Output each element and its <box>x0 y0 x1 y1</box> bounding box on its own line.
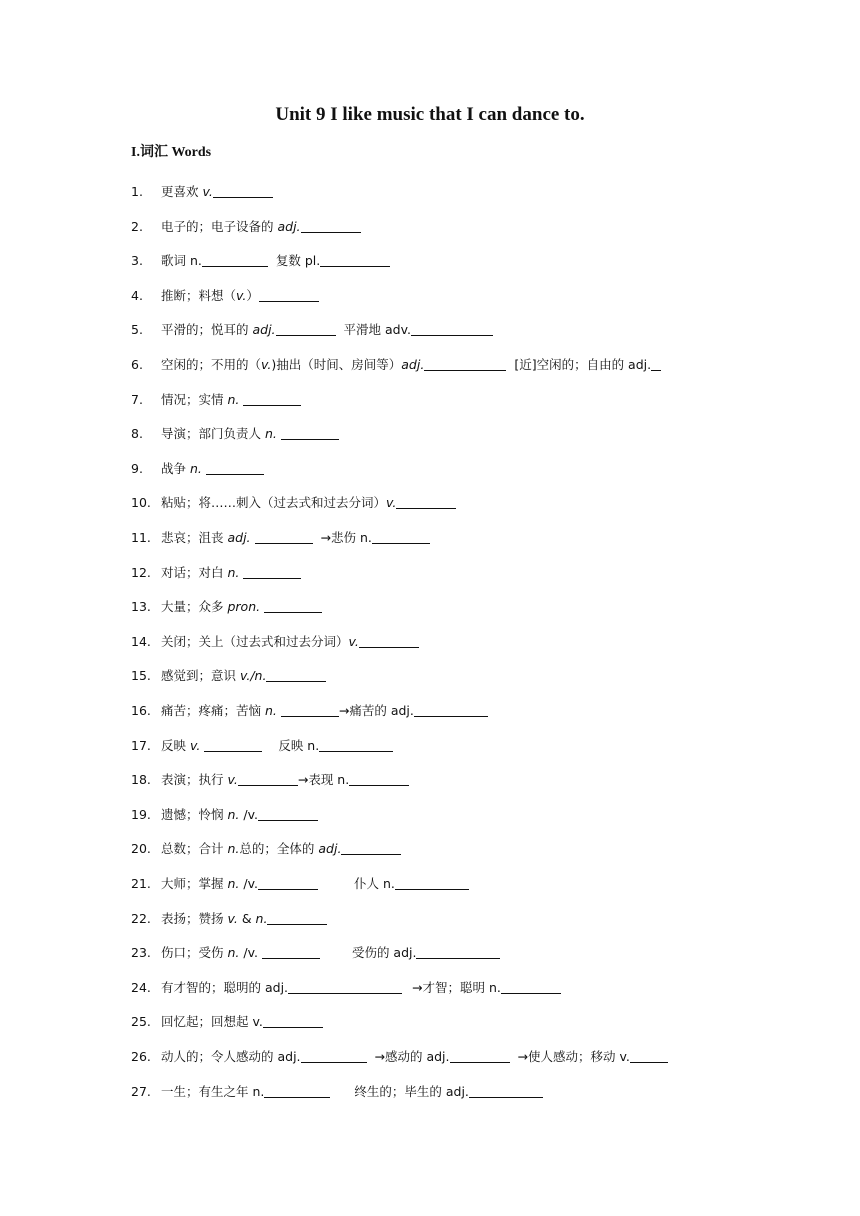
part-of-speech: n. <box>189 460 202 476</box>
vocab-item <box>131 563 301 583</box>
answer-blank[interactable] <box>396 494 456 509</box>
item-text: 反映 n. <box>278 737 320 753</box>
item-text: →感动的 adj. <box>374 1049 450 1064</box>
item-text: 大师；掌握 <box>161 876 228 891</box>
item-text: 表演；执行 <box>161 772 228 788</box>
answer-blank[interactable] <box>202 252 268 267</box>
answer-blank[interactable] <box>372 529 430 544</box>
answer-blank[interactable] <box>262 944 320 959</box>
item-text: 电子的；电子设备的 <box>161 218 278 234</box>
item-number: 8. <box>131 426 143 442</box>
part-of-speech: n. <box>227 841 240 857</box>
item-number: 7. <box>131 391 143 407</box>
item-number: 19. <box>131 806 151 822</box>
part-of-speech: adj. <box>277 218 301 234</box>
answer-blank[interactable] <box>416 944 500 959</box>
item-number: 17. <box>131 737 151 753</box>
item-text: 推断；料想（ <box>161 287 237 303</box>
vocab-item <box>131 355 661 375</box>
answer-blank[interactable] <box>411 321 493 336</box>
item-text: 战争 <box>161 460 190 476</box>
item-text: ） <box>246 287 259 303</box>
item-text: 总的；全体的 <box>239 841 319 857</box>
answer-blank[interactable] <box>630 1048 668 1063</box>
item-text: )抽出（时间、房间等） <box>271 357 402 372</box>
item-text: 痛苦；疼痛；苦恼 <box>161 703 265 718</box>
answer-blank[interactable] <box>266 667 326 682</box>
item-number: 3. <box>131 253 143 269</box>
item-text: 动人的；令人感动的 adj. <box>161 1049 301 1064</box>
answer-blank[interactable] <box>258 875 318 890</box>
answer-blank[interactable] <box>501 979 561 994</box>
item-text: 感觉到；意识 <box>161 668 240 684</box>
part-of-speech: n. <box>227 876 244 891</box>
answer-blank[interactable] <box>349 771 409 786</box>
item-text: & <box>237 910 256 926</box>
item-number: 21. <box>131 876 151 891</box>
vocab-item <box>131 943 500 963</box>
item-number: 2. <box>131 218 143 234</box>
item-text: →悲伤 n. <box>320 530 372 545</box>
answer-blank[interactable] <box>651 356 661 371</box>
item-number: 13. <box>131 599 151 615</box>
item-text: 悲哀；沮丧 <box>161 530 228 545</box>
answer-blank[interactable] <box>281 425 339 440</box>
answer-blank[interactable] <box>469 1083 543 1098</box>
part-of-speech: v. <box>227 910 238 926</box>
vocab-item <box>131 978 561 998</box>
item-number: 12. <box>131 564 151 580</box>
item-number: 25. <box>131 1014 151 1030</box>
vocab-item <box>131 251 390 271</box>
answer-blank[interactable] <box>414 702 488 717</box>
item-text: 受伤的 adj. <box>351 945 417 961</box>
item-text: →才智；聪明 n. <box>412 979 501 995</box>
answer-blank[interactable] <box>359 633 419 648</box>
answer-blank[interactable] <box>243 564 301 579</box>
item-text: 伤口；受伤 <box>161 945 228 961</box>
item-text: 终生的；毕生的 adj. <box>354 1083 469 1099</box>
answer-blank[interactable] <box>204 737 262 752</box>
vocab-item <box>131 805 318 825</box>
item-text: [近]空闲的；自由的 adj. <box>514 357 652 372</box>
vocab-item <box>131 459 264 479</box>
item-text: 导演；部门负责人 <box>161 426 265 442</box>
item-number: 10. <box>131 495 151 511</box>
item-text: 总数；合计 <box>161 841 228 857</box>
answer-blank[interactable] <box>301 218 361 233</box>
answer-blank[interactable] <box>258 806 318 821</box>
vocab-item <box>131 1082 543 1102</box>
answer-blank[interactable] <box>276 321 336 336</box>
vocab-item <box>131 701 488 721</box>
item-number: 15. <box>131 668 151 684</box>
item-text: 空闲的；不用的（ <box>161 357 262 372</box>
vocab-item <box>131 1047 668 1067</box>
item-number: 6. <box>131 357 143 372</box>
part-of-speech: adj. <box>401 357 425 372</box>
item-text: /v. <box>243 945 262 961</box>
item-text: 有才智的；聪明的 adj. <box>161 979 289 995</box>
item-text: 关闭；关上（过去式和过去分词） <box>161 633 349 649</box>
item-number: 20. <box>131 841 151 857</box>
item-number: 22. <box>131 910 151 926</box>
answer-blank[interactable] <box>288 979 402 994</box>
answer-blank[interactable] <box>320 252 390 267</box>
part-of-speech: n. <box>227 564 240 580</box>
vocab-item <box>131 424 339 444</box>
answer-blank[interactable] <box>213 183 273 198</box>
vocab-item <box>131 493 456 513</box>
part-of-speech: v. <box>202 184 213 199</box>
answer-blank[interactable] <box>319 737 393 752</box>
item-text: 回忆起；回想起 v. <box>161 1014 263 1030</box>
part-of-speech: n. <box>264 703 277 718</box>
vocab-item <box>131 736 393 756</box>
answer-blank[interactable] <box>281 702 339 717</box>
item-number: 4. <box>131 287 143 303</box>
answer-blank[interactable] <box>341 840 401 855</box>
item-text: 平滑地 adv. <box>343 322 411 338</box>
answer-blank[interactable] <box>243 391 301 406</box>
part-of-speech: n. <box>264 426 277 442</box>
answer-blank[interactable] <box>206 460 264 475</box>
item-text: 粘贴；将……刺入（过去式和过去分词） <box>161 495 387 511</box>
part-of-speech: v./n. <box>239 668 267 684</box>
item-number: 5. <box>131 322 143 338</box>
vocab-item <box>131 597 322 617</box>
item-text: 表扬；赞扬 <box>161 910 228 926</box>
part-of-speech: pron. <box>227 599 261 615</box>
item-number: 14. <box>131 633 151 649</box>
item-text: 遗憾；怜悯 <box>161 806 228 822</box>
item-text: →使人感动；移动 v. <box>517 1049 630 1064</box>
page-title: Unit 9 I like music that I can dance to. <box>275 104 585 125</box>
item-text: 仆人 n. <box>353 876 395 891</box>
vocab-item <box>131 632 419 652</box>
part-of-speech: n. <box>227 945 244 961</box>
part-of-speech: v. <box>189 737 201 753</box>
part-of-speech: adj. <box>252 322 276 338</box>
section-heading: I.词汇 Words <box>131 145 212 160</box>
part-of-speech: adj. <box>227 530 251 545</box>
vocab-item <box>131 286 319 306</box>
vocab-item <box>131 666 326 686</box>
item-number: 16. <box>131 703 151 718</box>
item-number: 27. <box>131 1083 151 1099</box>
part-of-speech: n. <box>227 806 244 822</box>
vocab-item <box>131 770 409 790</box>
vocab-item <box>131 909 327 929</box>
item-number: 1. <box>131 184 143 199</box>
vocab-item <box>131 320 493 340</box>
item-text: 对话；对白 <box>161 564 228 580</box>
answer-blank[interactable] <box>301 1048 367 1063</box>
answer-blank[interactable] <box>255 529 313 544</box>
part-of-speech: n. <box>255 910 268 926</box>
item-text: 一生；有生之年 n. <box>161 1083 265 1099</box>
item-number: 24. <box>131 979 151 995</box>
vocab-item <box>131 390 301 410</box>
part-of-speech: v. <box>348 633 359 649</box>
item-number: 26. <box>131 1049 151 1064</box>
item-text: /v. <box>243 876 258 891</box>
part-of-speech: v. <box>386 495 397 511</box>
part-of-speech: v. <box>236 287 247 303</box>
part-of-speech: v. <box>261 357 272 372</box>
vocab-item <box>131 839 401 859</box>
item-number: 23. <box>131 945 151 961</box>
vocab-item <box>131 217 361 237</box>
item-text: 复数 pl. <box>275 253 321 269</box>
item-text: 大量；众多 <box>161 599 228 615</box>
answer-blank[interactable] <box>267 910 327 925</box>
item-text: 更喜欢 <box>161 184 203 199</box>
answer-blank[interactable] <box>264 1083 330 1098</box>
item-text: 歌词 n. <box>161 253 202 269</box>
part-of-speech: v. <box>227 772 238 788</box>
item-text: →痛苦的 adj. <box>338 703 414 718</box>
item-text: →表现 n. <box>297 772 350 788</box>
answer-blank[interactable] <box>263 1013 323 1028</box>
item-number: 9. <box>131 460 143 476</box>
answer-blank[interactable] <box>424 356 506 371</box>
item-number: 18. <box>131 772 151 788</box>
answer-blank[interactable] <box>264 598 322 613</box>
vocab-item <box>131 1012 323 1032</box>
answer-blank[interactable] <box>238 771 298 786</box>
vocab-item <box>131 874 469 894</box>
vocab-item <box>131 528 430 548</box>
item-text: /v. <box>243 806 258 822</box>
part-of-speech: adj. <box>318 841 342 857</box>
answer-blank[interactable] <box>450 1048 510 1063</box>
item-text: 情况；实情 <box>161 391 228 407</box>
item-number: 11. <box>131 530 151 545</box>
part-of-speech: n. <box>227 391 240 407</box>
vocab-item <box>131 182 273 202</box>
item-text: 反映 <box>161 737 190 753</box>
answer-blank[interactable] <box>395 875 469 890</box>
answer-blank[interactable] <box>259 287 319 302</box>
item-text: 平滑的；悦耳的 <box>161 322 253 338</box>
